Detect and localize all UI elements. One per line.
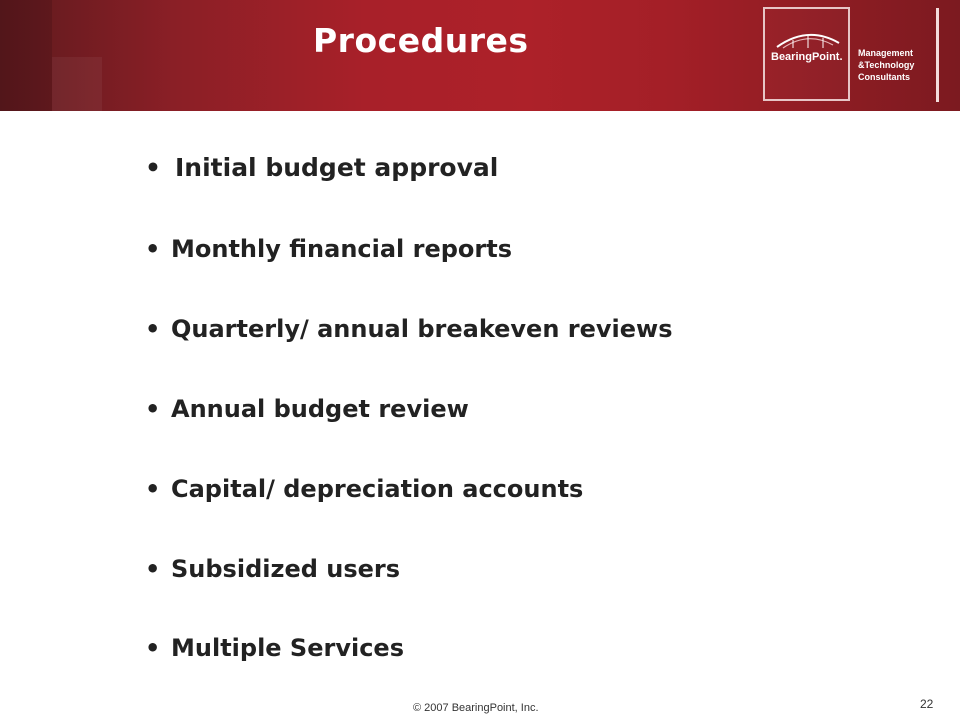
header-divider-line <box>936 8 939 102</box>
header-decoration-band <box>0 0 52 111</box>
bullet-dot-icon: • <box>145 555 161 583</box>
slide-title: Procedures <box>313 21 529 60</box>
copyright-footer: © 2007 BearingPoint, Inc. <box>413 702 539 714</box>
bullet-item <box>145 314 673 344</box>
bullet-dot-icon: • <box>145 475 161 503</box>
logo-arc-icon <box>773 29 843 49</box>
bullet-text: Monthly financial reports <box>171 235 513 263</box>
bullet-dot-icon: • <box>145 153 161 182</box>
bullet-item <box>145 633 404 663</box>
bullet-item <box>145 554 400 584</box>
logo-tagline <box>858 47 933 83</box>
header-decoration-square <box>52 57 102 111</box>
logo-brand-text: BearingPoint. <box>771 51 843 63</box>
bullet-dot-icon: • <box>145 315 161 343</box>
bullet-dot-icon: • <box>145 235 161 263</box>
bullet-item <box>145 474 583 504</box>
bullet-item <box>145 394 469 424</box>
bullet-text: Annual budget review <box>171 395 469 423</box>
tagline-line: &Technology <box>858 60 915 70</box>
bullet-text: Subsidized users <box>171 555 401 583</box>
tagline-line: Consultants <box>858 72 911 82</box>
bullet-text: Quarterly/ annual breakeven reviews <box>171 315 673 343</box>
bullet-dot-icon: • <box>145 634 161 662</box>
bearingpoint-logo <box>763 7 850 101</box>
tagline-line: Management <box>858 48 914 58</box>
bullet-item <box>145 234 512 264</box>
bullet-dot-icon: • <box>145 395 161 423</box>
bullet-text: Capital/ depreciation accounts <box>171 475 584 503</box>
bullet-text: Multiple Services <box>171 634 404 662</box>
slide-header <box>0 0 960 111</box>
bullet-item <box>145 153 498 183</box>
page-number: 22 <box>920 697 934 711</box>
bullet-text: Initial budget approval <box>175 153 499 182</box>
